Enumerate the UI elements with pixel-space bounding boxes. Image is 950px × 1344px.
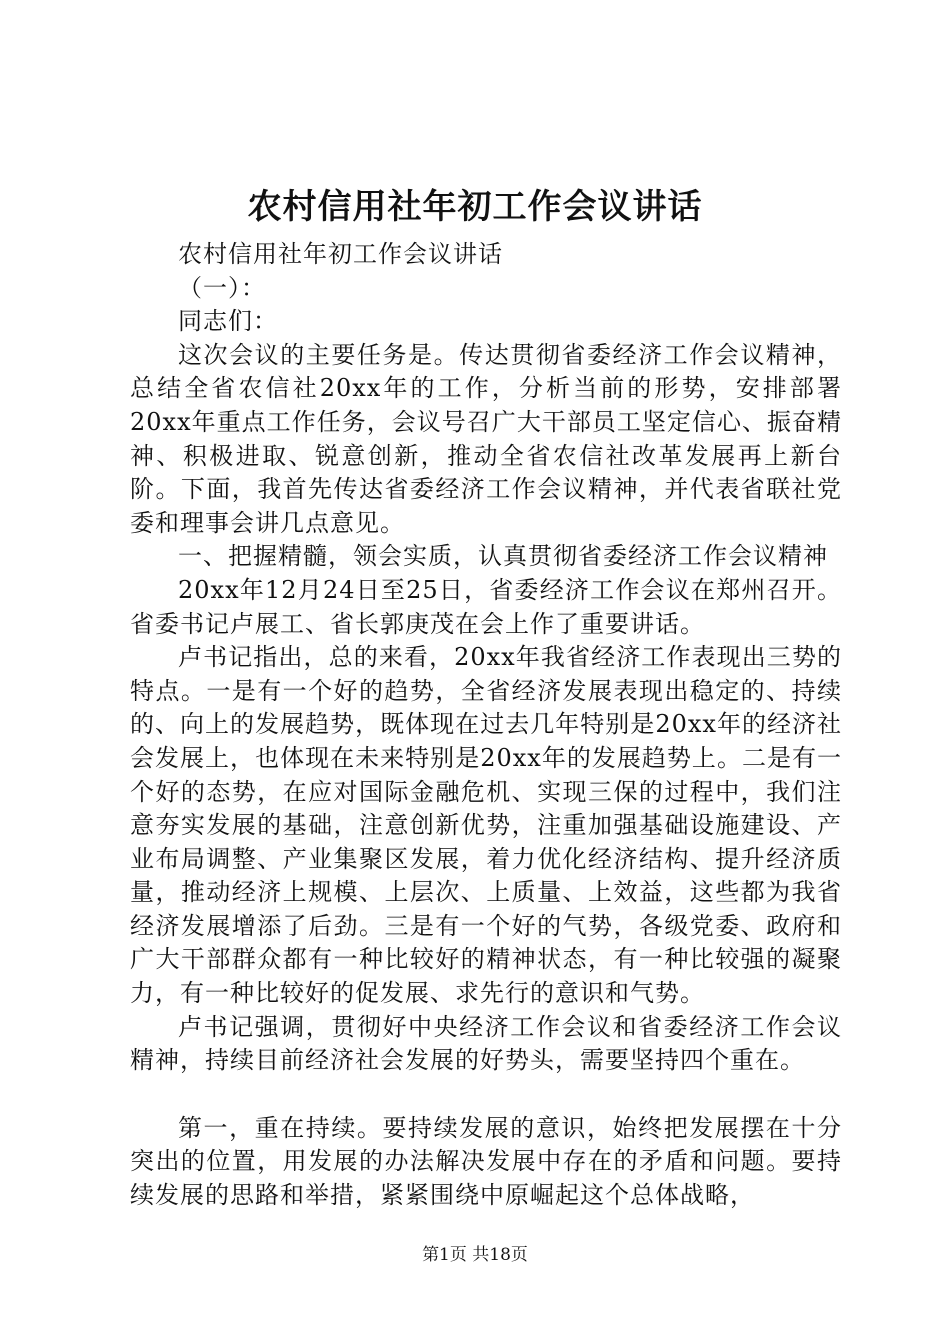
page-footer: 第1页 共18页 (422, 1245, 528, 1265)
body-paragraph: 卢书记强调，贯彻好中央经济工作会议和省委经济工作会议精神，持续目前经济社会发展的好势头，需要坚持四个重在。 (130, 1012, 842, 1075)
section-number-paragraph: （一）： (178, 273, 266, 302)
body-paragraph: 20xx年12月24日至25日，省委经济工作会议在郑州召开。省委书记卢展工、省长郭庚茂在会上作了重要讲话。 (130, 575, 842, 638)
body-paragraph: 第一，重在持续。要持续发展的意识，始终把发展摆在十分突出的位置，用发展的办法解决发展中存在的矛盾和问题。要持续发展的思路和举措，紧紧围绕中原崛起这个总体战略， (130, 1113, 842, 1210)
salutation-paragraph: 同志们： (178, 307, 278, 336)
section-heading-paragraph: 一、把握精髓，领会实质，认真贯彻省委经济工作会议精神 (178, 542, 828, 571)
body-paragraph: 卢书记指出，总的来看，20xx年我省经济工作表现出三势的特点。一是有一个好的趋势，全省经济发展表现出稳定的、持续的、向上的发展趋势，既体现在过去几年特别是20xx年的经济社会发展上，也体现在未来特别是20xx年的发展趋势上。二是有一个好的态势，在应对国际金融危机、实现三保的过程中，我们注意夯实发展的基础，注意创新优势，注重加强基础设施建设、产业布局调整、产业集聚区发展，着力优化经济结构、提升经济质量，推动经济上规模、上层次、上质量、上效益，这些都为我省经济发展增添了后劲。三是有一个好的气势，各级党委、政府和广大干部群众都有一种比较好的精神状态，有一种比较强的凝聚力，有一种比较好的促发展、求先行的意识和气势。 (130, 643, 842, 1008)
subtitle-paragraph: 农村信用社年初工作会议讲话 (178, 240, 503, 268)
document-body (130, 238, 842, 1213)
body-paragraph: 这次会议的主要任务是。传达贯彻省委经济工作会议精神，总结全省农信社20xx年的工作，分析当前的形势，安排部署20xx年重点工作任务，会议号召广大干部员工坚定信心、振奋精神、积极进取、锐意创新，推动全省农信社改革发展再上新台阶。下面，我首先传达省委经济工作会议精神，并代表省联社党委和理事会讲几点意见。 (130, 340, 842, 537)
document-title: 农村信用社年初工作会议讲话 (247, 187, 703, 227)
